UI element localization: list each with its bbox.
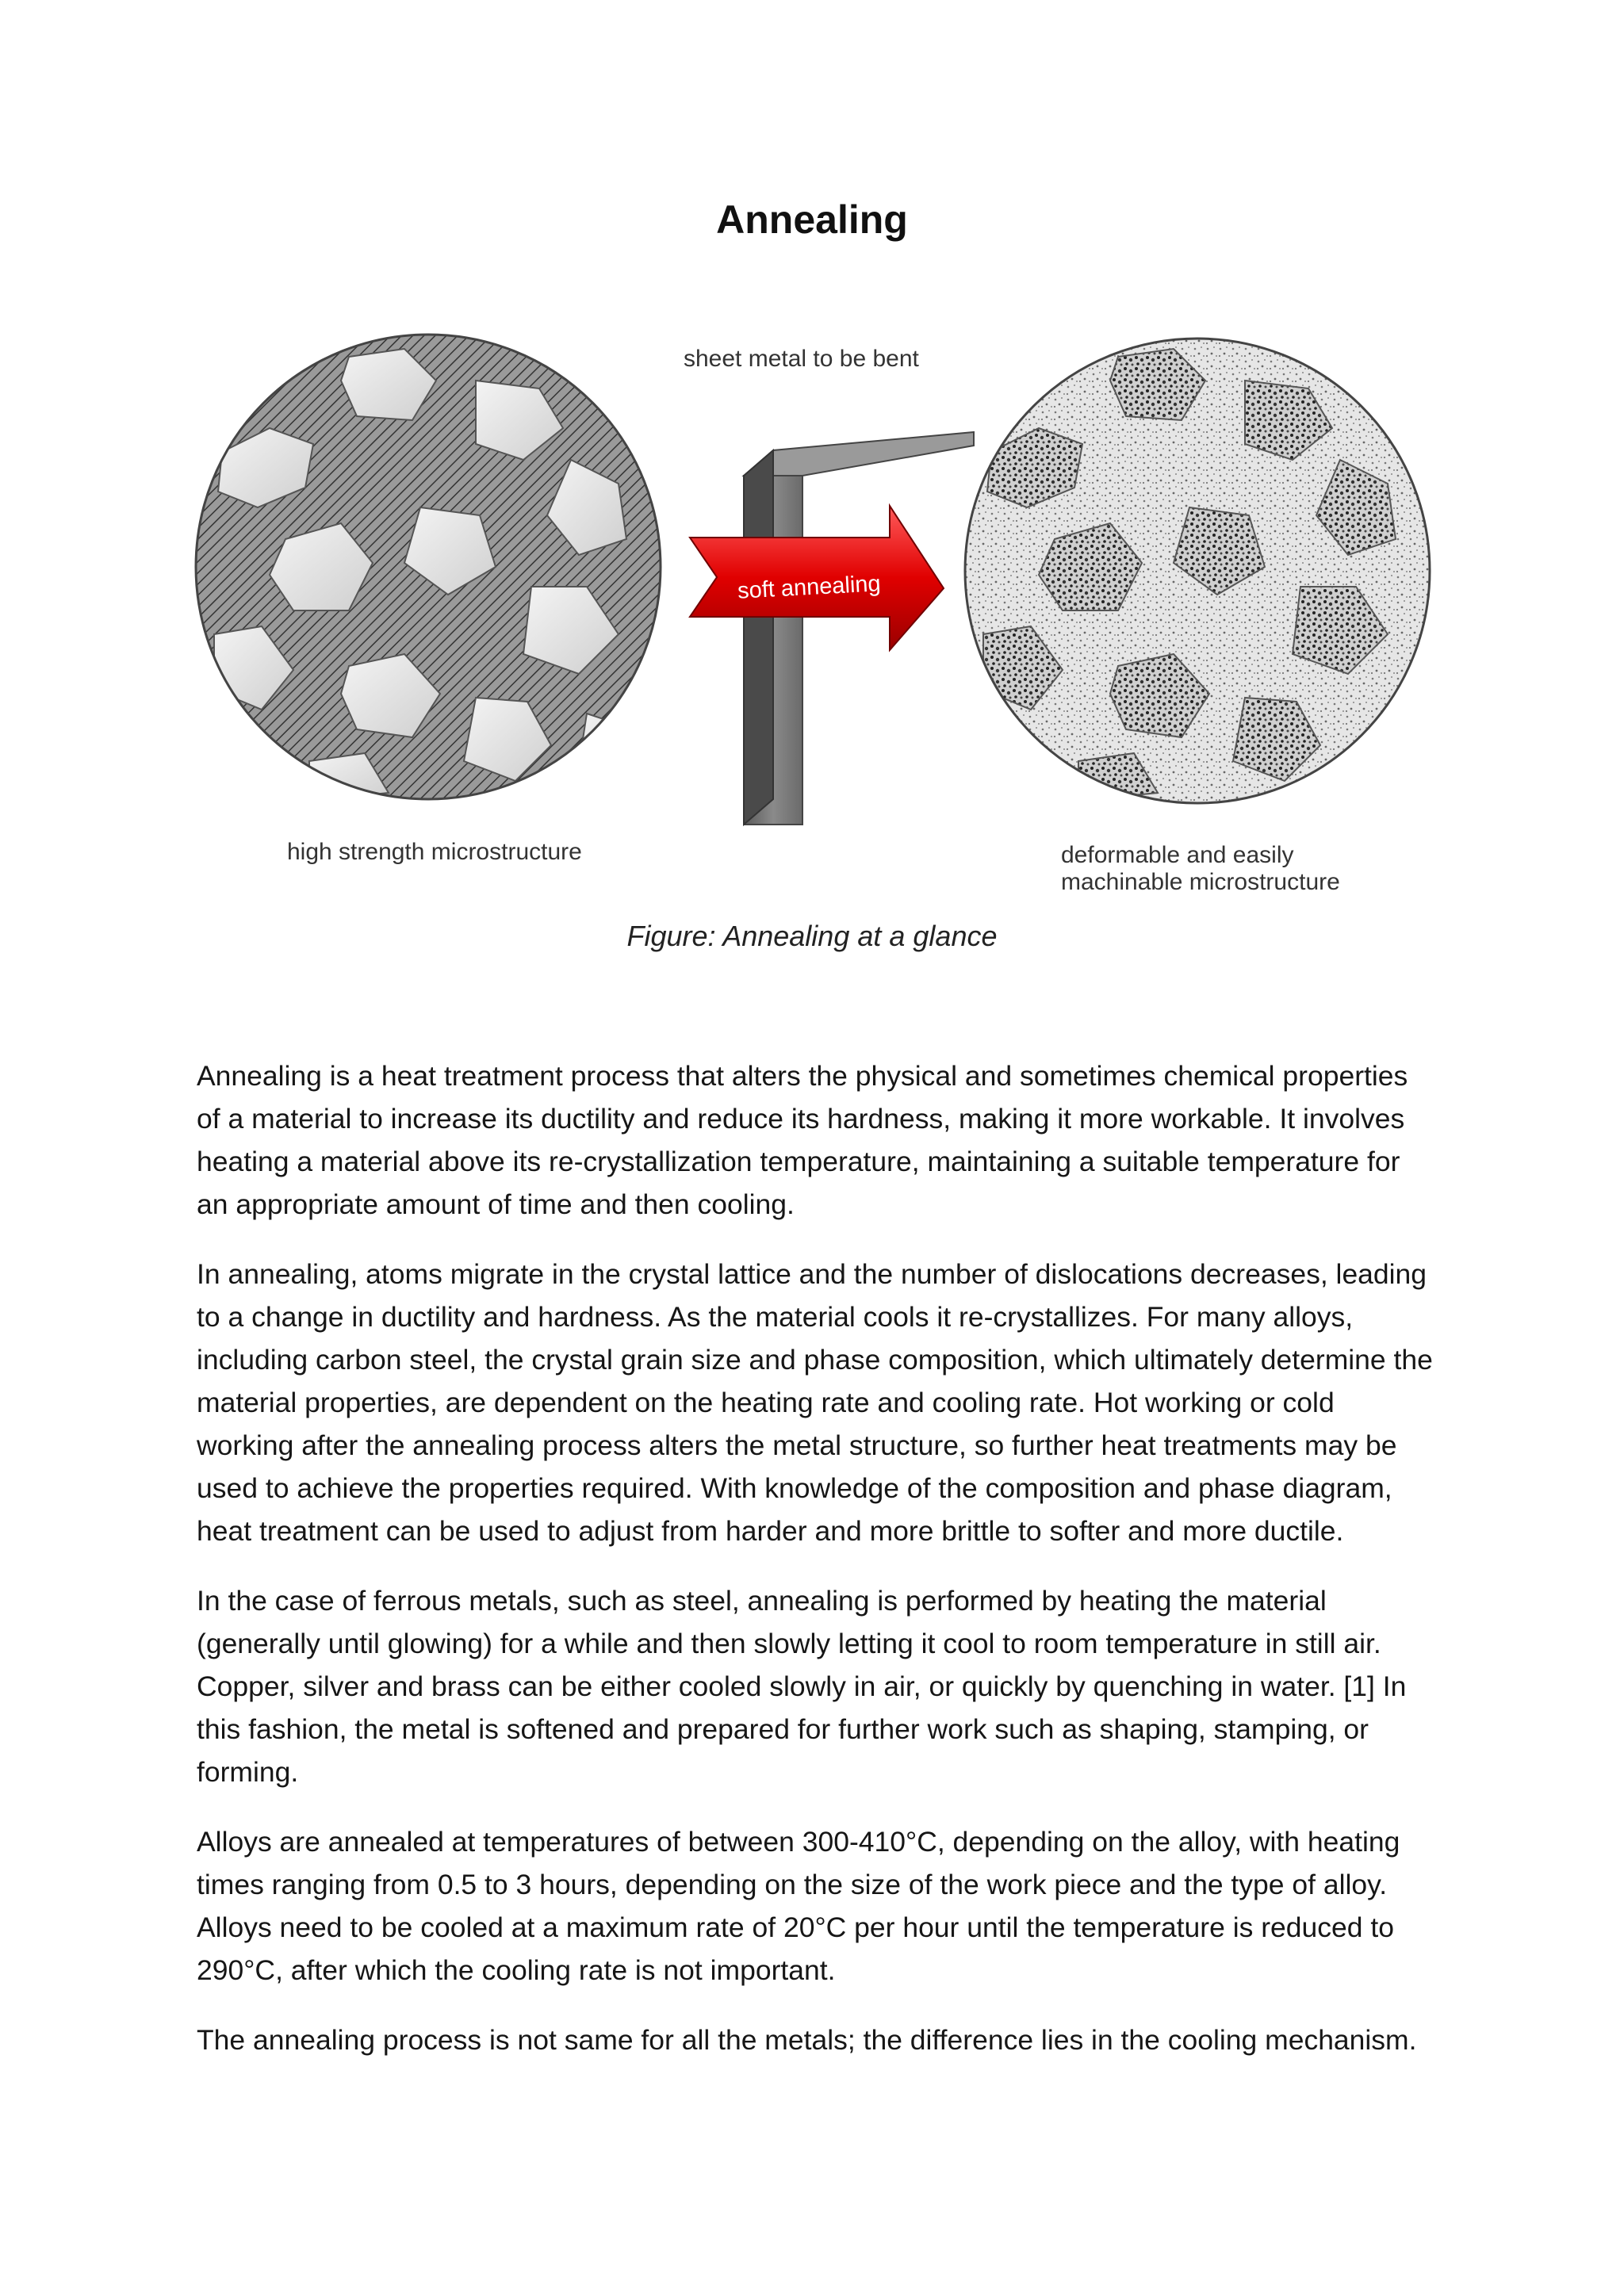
arrow-label: soft annealing — [737, 571, 882, 604]
high-strength-microstructure-circle — [196, 335, 661, 801]
page-title: Annealing — [716, 197, 908, 242]
annealing-figure — [190, 333, 1443, 904]
label-deformable-line1: deformable and easily — [1061, 842, 1294, 868]
paragraph: In the case of ferrous metals, such as steel, annealing is performed by heating the material (generally until glowing) for a while and then slowly letting it cool to room temperature in still air. Copper, silver and brass can be either cooled slowly in air, or quickly by quenching in water. [1] In this fashion, the metal is softened and prepared for further work such as shaping, stamping, or forming. — [197, 1585, 1407, 1788]
annealing-illustration — [190, 333, 1443, 904]
soft-annealing-arrow — [690, 506, 944, 650]
figure-caption: Figure: Annealing at a glance — [626, 920, 998, 952]
body-text — [197, 1054, 1434, 2088]
paragraph: Annealing is a heat treatment process that alters the physical and sometimes chemical properties of a material to increase its ductility and reduce its hardness, making it more workable. It involves heating a material above its re-crystallization temperature, maintaining a suitable temperature for an appropriate amount of time and then cooling. — [197, 1060, 1408, 1220]
label-sheet-metal: sheet metal to be bent — [684, 346, 919, 372]
paragraph: Alloys are annealed at temperatures of between 300-410°C, depending on the alloy, with heating times ranging from 0.5 to 3 hours, depending on the size of the work piece and the type of alloy. Alloys need to be cooled at a maximum rate of 20°C per hour until the temperature is reduced to 290°C, after which the cooling rate is not important. — [197, 1826, 1400, 1986]
paragraph: In annealing, atoms migrate in the crystal lattice and the number of dislocations decreases, leading to a change in ductility and hardness. As the material cools it re-crystallizes. For many alloys, including carbon steel, the crystal grain size and phase composition, which ultimately determine the material properties, are dependent on the heating rate and cooling rate. Hot working or cold working after the annealing process alters the metal structure, so further heat treatments may be used to achieve the properties required. With knowledge of the composition and phase diagram, heat treatment can be used to adjust from harder and more brittle to softer and more ductile. — [197, 1258, 1433, 1547]
label-high-strength: high strength microstructure — [287, 839, 582, 865]
label-deformable-line2: machinable microstructure — [1061, 869, 1340, 895]
sheet-metal-illustration — [744, 432, 974, 825]
paragraph: The annealing process is not same for all the metals; the difference lies in the cooling mechanism. — [197, 2024, 1417, 2056]
deformable-microstructure-circle — [965, 339, 1430, 803]
